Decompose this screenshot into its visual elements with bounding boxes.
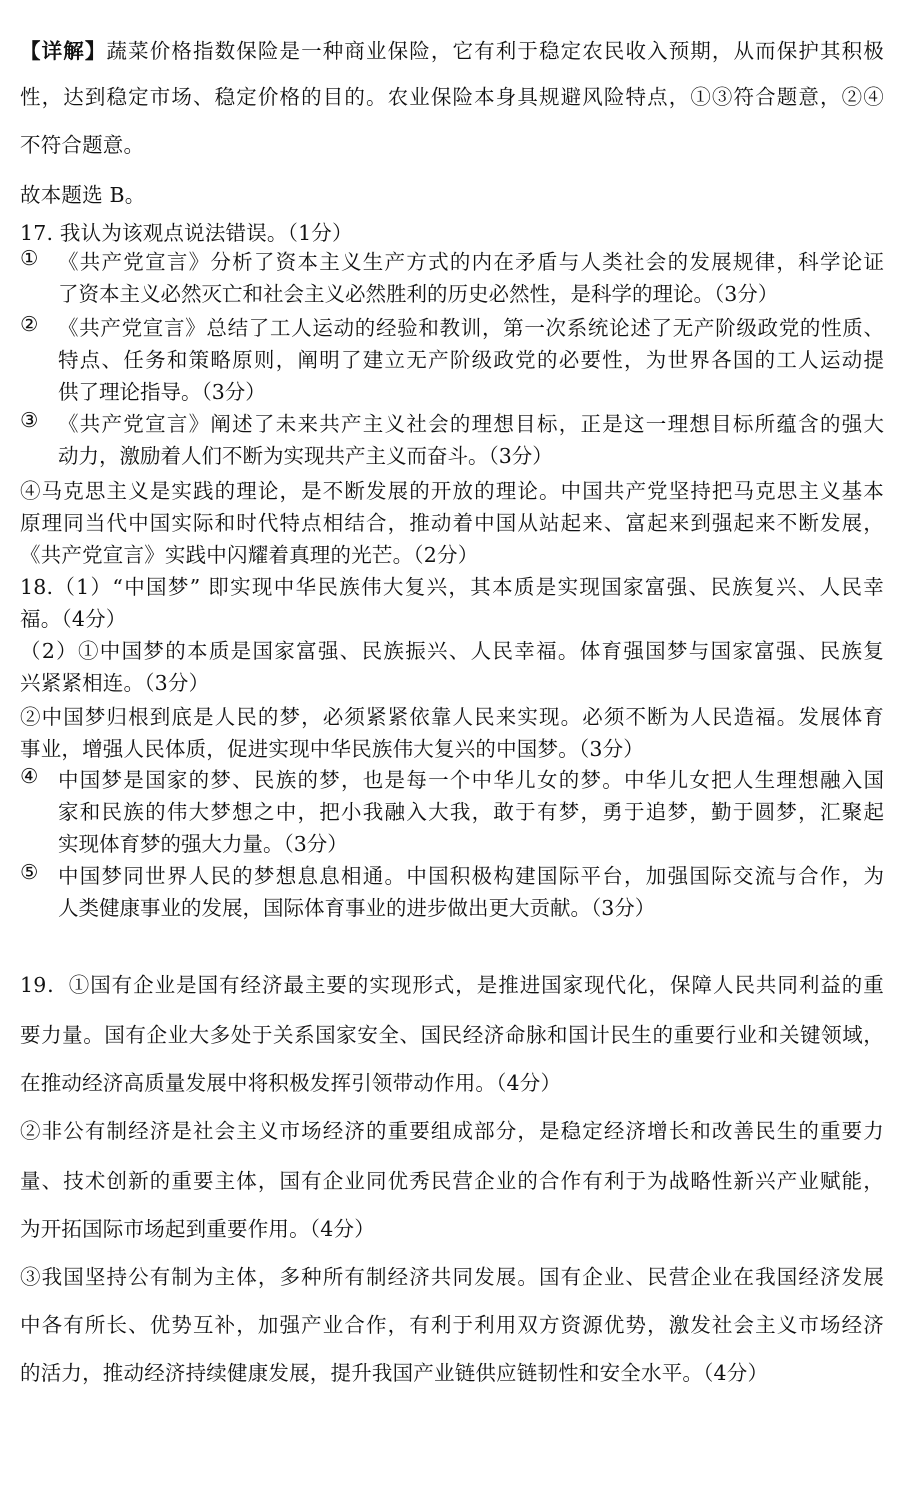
detail-conclusion: 故本题选 B。	[20, 183, 146, 207]
q19-line-8: 中各有所长、优势互补，加强产业合作，有利于利用双方资源优势，激发社会主义市场经济	[20, 1313, 884, 1337]
q18-part2-line-1: （2）①中国梦的本质是国家富强、民族振兴、人民幸福。体育强国梦与国家富强、民族复	[20, 639, 884, 663]
q19-line-6: 为开拓国际市场起到重要作用。（4分）	[20, 1217, 375, 1241]
q19-line-7: ③我国坚持公有制为主体，多种所有制经济共同发展。国有企业、民营企业在我国经济发展	[20, 1265, 884, 1289]
q17-item-4-line-2: 原理同当代中国实际和时代特点相结合，推动着中国从站起来、富起来到强起来不断发展，	[20, 511, 884, 535]
q17-item-1-row-1: 《共产党宣言》分析了资本主义生产方式的内在矛盾与人类社会的发展规律，科学论证	[58, 250, 884, 274]
q17-item-2-row-2: 特点、任务和策略原则，阐明了建立无产阶级政党的必要性，为世界各国的工人运动提	[58, 348, 884, 372]
q18-part2-line-2: 兴紧紧相连。（3分）	[20, 671, 210, 695]
detail-label: 【详解】	[20, 39, 107, 63]
q18-part1-line-2: 福。（4分）	[20, 607, 127, 631]
detail-text-1: 蔬菜价格指数保险是一种商业保险，它有利于稳定农民收入预期，从而保护其积极	[106, 39, 884, 63]
q17-item-3-row-1: 《共产党宣言》阐述了未来共产主义社会的理想目标，正是这一理想目标所蕴含的强大	[58, 412, 884, 436]
q18-part1-line-1: 18.（1）“中国梦” 即实现中华民族伟大复兴，其本质是实现国家富强、民族复兴、人民幸	[20, 575, 884, 599]
q18-item-5-row-1: 中国梦同世界人民的梦想息息相通。中国积极构建国际平台，加强国际交流与合作，为	[58, 864, 884, 888]
q18-item-4-row-2: 家和民族的伟大梦想之中，把小我融入大我，敢于有梦，勇于追梦，勤于圆梦，汇聚起	[58, 800, 884, 824]
q17-item-2-row-1: 《共产党宣言》总结了工人运动的经验和教训，第一次系统论述了无产阶级政党的性质、	[58, 316, 884, 340]
q17-item-4-line-3: 《共产党宣言》实践中闪耀着真理的光芒。（2分）	[20, 543, 479, 567]
q18-point2-line-1: ②中国梦归根到底是人民的梦，必须紧紧依靠人民来实现。必须不断为人民造福。发展体育	[20, 705, 884, 729]
q19-line-5: 量、技术创新的重要主体，国有企业同优秀民营企业的合作有利于为战略性新兴产业赋能，	[20, 1169, 884, 1193]
q17-item-4-line-1: ④马克思主义是实践的理论，是不断发展的开放的理论。中国共产党坚持把马克思主义基本	[20, 479, 884, 503]
q17-item-1-num: ①	[20, 246, 39, 270]
q18-item-5-num: ⑤	[20, 860, 39, 884]
q17-intro: 17. 我认为该观点说法错误。（1分）	[20, 221, 353, 245]
detail-line-2: 性，达到稳定市场、稳定价格的目的。农业保险本身具规避风险特点，①③符合题意，②④	[20, 85, 884, 109]
q19-line-2: 要力量。国有企业大多处于关系国家安全、国民经济命脉和国计民生的重要行业和关键领域，	[20, 1023, 884, 1047]
q18-item-4-num: ④	[20, 764, 39, 788]
q17-item-2-num: ②	[20, 312, 39, 336]
q17-item-3-num: ③	[20, 408, 39, 432]
detail-line-1	[20, 34, 884, 64]
q18-item-4-row-3: 实现体育梦的强大力量。（3分）	[58, 832, 348, 856]
detail-line-3: 不符合题意。	[20, 133, 145, 157]
q19-line-1: 19．①国有企业是国有经济最主要的实现形式，是推进国家现代化，保障人民共同利益的重	[20, 973, 884, 997]
q19-line-9: 的活力，推动经济持续健康发展，提升我国产业链供应链韧性和安全水平。（4分）	[20, 1361, 769, 1385]
q17-item-1-row-2: 了资本主义必然灭亡和社会主义必然胜利的历史必然性，是科学的理论。（3分）	[58, 282, 779, 306]
q18-item-5-row-2: 人类健康事业的发展，国际体育事业的进步做出更大贡献。（3分）	[58, 896, 656, 920]
q17-item-2-row-3: 供了理论指导。（3分）	[58, 380, 266, 404]
q17-item-3-row-2: 动力，激励着人们不断为实现共产主义而奋斗。（3分）	[58, 444, 553, 468]
q18-item-4-row-1: 中国梦是国家的梦、民族的梦，也是每一个中华儿女的梦。中华儿女把人生理想融入国	[58, 768, 884, 792]
q19-line-4: ②非公有制经济是社会主义市场经济的重要组成部分，是稳定经济增长和改善民生的重要力	[20, 1119, 884, 1143]
q19-line-3: 在推动经济高质量发展中将积极发挥引领带动作用。（4分）	[20, 1071, 562, 1095]
q18-point2-line-2: 事业，增强人民体质，促进实现中华民族伟大复兴的中国梦。（3分）	[20, 737, 644, 761]
